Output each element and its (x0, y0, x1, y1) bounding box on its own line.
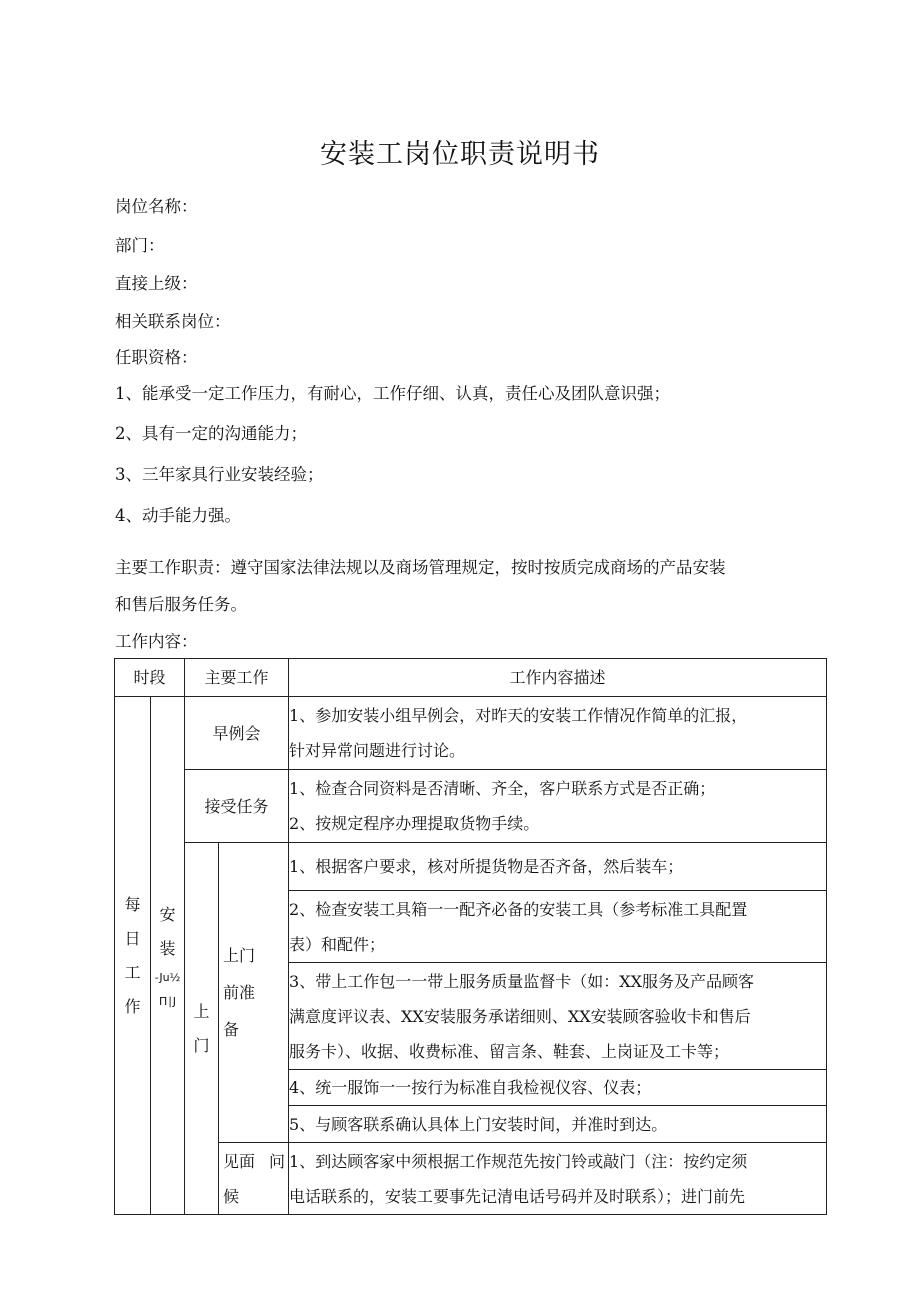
qualification-item: 3、三年家具行业安装经验； (115, 465, 324, 484)
qualification-item: 2、具有一定的沟通能力； (115, 424, 307, 443)
qualification-item: 1、能承受一定工作压力，有耐心，工作仔细、认真，责任心及团队意识强； (115, 384, 670, 403)
pre-visit-item: 3、带上工作包一一带上服务质量监督卡（如：XX服务及产品顾客 满意度评议表、XX安装服务承诺细则、XX安装顾客验收卡和售后 服务卡）、收据、收费标准、留言条、鞋套、上岗证及工卡等； (289, 963, 827, 1070)
accept-task-label: 接受任务 (185, 770, 289, 843)
field-position-name: 岗位名称： (115, 197, 198, 216)
morning-meeting-desc: 1、参加安装小组早例会，对昨天的安装工作情况作简单的汇报， 针对异常问题进行讨论。 (289, 697, 827, 770)
pre-visit-item: 5、与顾客联系确认具体上门安装时间，并准时到达。 (289, 1106, 827, 1143)
work-content-table (114, 658, 827, 1215)
onsite-cell: 上 门 (185, 843, 219, 1215)
document-title: 安装工岗位职责说明书 (320, 139, 600, 170)
greeting-desc: 1、到达顾客家中须根据工作规范先按门铃或敲门（注：按约定须 电话联系的，安装工要事先记清电话号码并及时联系）；进门前先 (289, 1143, 827, 1215)
pre-visit-label: 上门 前准 备 (219, 843, 289, 1143)
field-related-positions: 相关联系岗位： (115, 312, 231, 331)
pre-visit-item: 2、检查安装工具箱一一配齐必备的安装工具（参考标准工具配置 表）和配件； (289, 891, 827, 963)
main-duty-line: 和售后服务任务。 (115, 595, 247, 614)
header-main-work: 主要工作 (185, 659, 289, 697)
table-row-morning-meeting (115, 697, 827, 770)
header-description: 工作内容描述 (289, 659, 827, 697)
pre-visit-item: 4、统一服饰一一按行为标准自我检视仪容、仪表； (289, 1070, 827, 1106)
morning-meeting-label: 早例会 (185, 697, 289, 770)
table-row-greeting (115, 1143, 827, 1215)
accept-task-desc: 1、检查合同资料是否清晰、齐全，客户联系方式是否正确； 2、按规定程序办理提取货物手续。 (289, 770, 827, 843)
pre-visit-item: 1、根据客户要求，核对所提货物是否齐备，然后装车； (289, 843, 827, 891)
qualification-item: 4、动手能力强。 (115, 506, 241, 525)
table-row-pre-visit (115, 843, 827, 891)
daily-work-cell: 每 日 工 作 (115, 697, 151, 1215)
work-content-label: 工作内容： (115, 632, 198, 651)
field-qualifications: 任职资格： (115, 348, 198, 367)
table-row-accept-task (115, 770, 827, 843)
field-department: 部门： (115, 236, 165, 255)
greeting-label: 见面 问 候 (219, 1143, 289, 1215)
header-period: 时段 (115, 659, 185, 697)
field-direct-superior: 直接上级： (115, 274, 198, 293)
main-duty-line: 主要工作职责：遵守国家法律法规以及商场管理规定，按时按质完成商场的产品安装 (115, 558, 726, 577)
install-cell: 安 装 -Ju½ П∣J (151, 697, 185, 1215)
table-header-row (115, 659, 827, 697)
